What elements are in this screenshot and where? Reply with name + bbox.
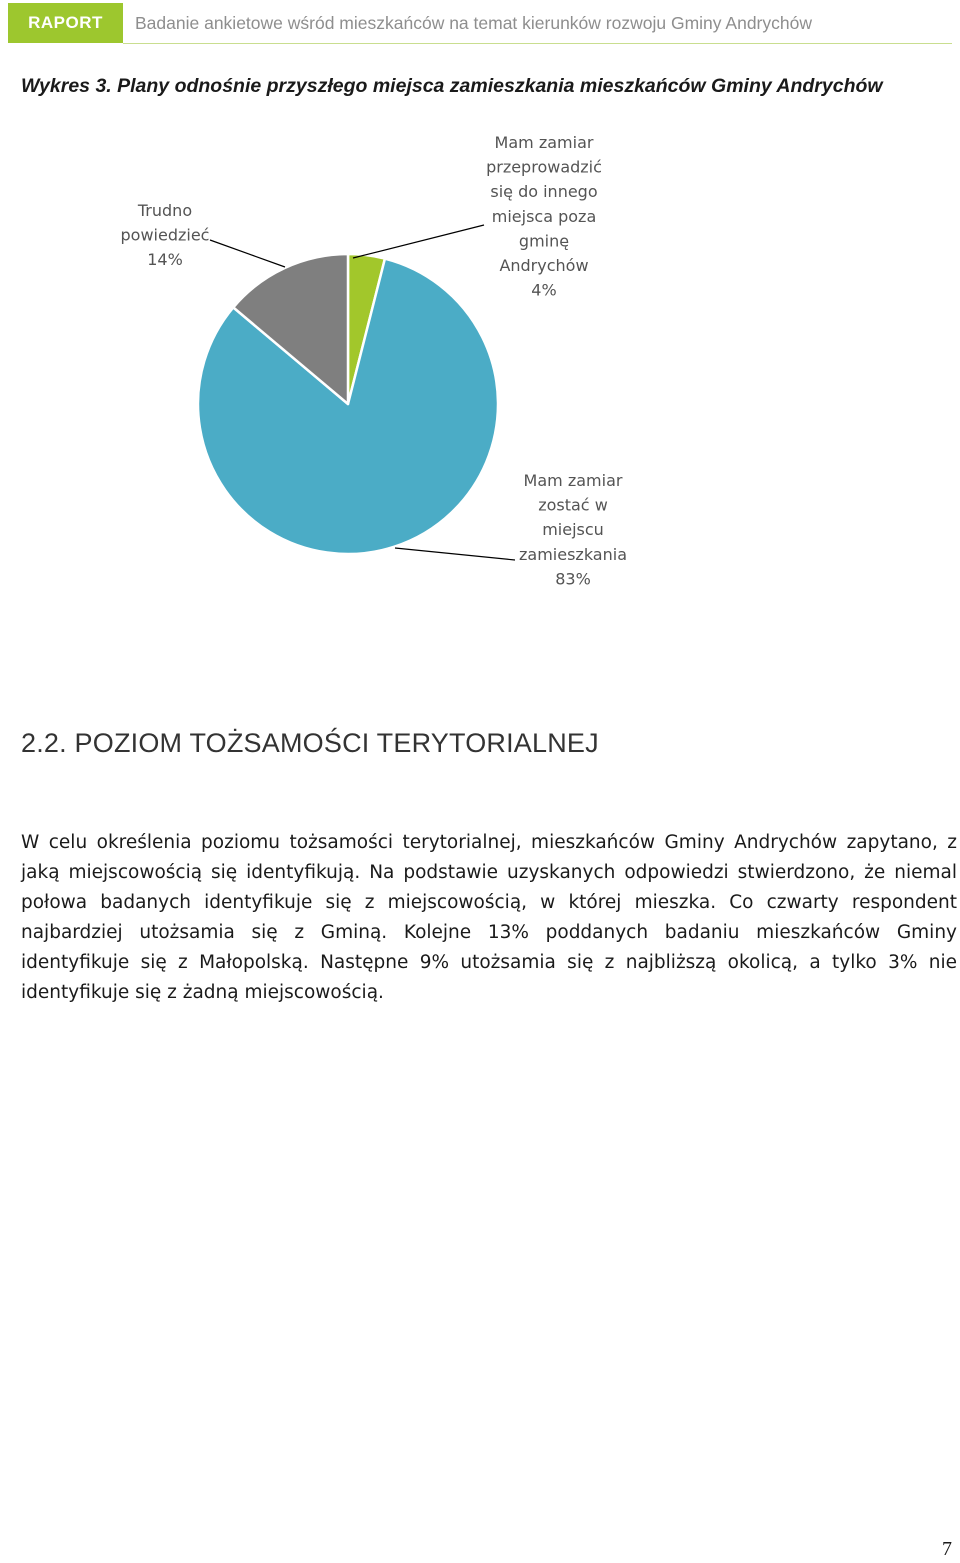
leader-line-3: [210, 240, 285, 267]
slice-label-line: zamieszkania: [519, 544, 627, 564]
slice-label-2: [519, 471, 627, 588]
pie-slices: [198, 254, 498, 554]
header-rule: [123, 43, 952, 44]
chart-caption: Wykres 3. Plany odnośnie przyszłego miejsca zamieszkania mieszkańców Gminy Andrychów: [21, 75, 883, 97]
report-title: Badanie ankietowe wśród mieszkańców na temat kierunków rozwoju Gminy Andrychów: [135, 13, 812, 33]
report-header: [8, 3, 952, 43]
slice-label-line: gminę: [518, 231, 570, 251]
slice-label-line: powiedzieć: [120, 225, 210, 245]
slice-percent-3: 14%: [147, 250, 183, 270]
slice-label-line: miejsca poza: [491, 206, 597, 226]
slice-label-3: [121, 201, 210, 269]
section-paragraph: W celu określenia poziomu tożsamości terytorialnej, mieszkańców Gminy Andrychów zapytano, z jaką miejscowością się identyfikują. Na podstawie uzyskanych odpowiedzi stwierdzono, że niemal połowa badanych identyfikuje się z miejscowością, w której mieszka. Co czwarty respondent najbardziej utożsamia się z Gminą. Kolejne 13% poddanych badaniu mieszkańców Gminy identyfikuje się z Małopolską. Następne 9% utożsamia się z najbliższą okolicą, a tylko 3% nie identyfikuje się z żadną miejscowością.: [21, 832, 957, 1003]
section-heading: 2.2. POZIOM TOŻSAMOŚCI TERYTORIALNEJ: [21, 728, 599, 758]
report-badge: RAPORT: [8, 3, 123, 43]
slice-percent-2: 83%: [555, 569, 591, 589]
slice-label-line: się do innego: [490, 182, 598, 202]
slice-label-1: [486, 133, 602, 300]
slice-label-line: Mam zamiar: [494, 133, 594, 152]
slice-label-line: miejscu: [542, 520, 604, 540]
slice-label-line: Mam zamiar: [523, 471, 623, 490]
slice-label-line: zostać w: [538, 495, 608, 515]
pie-chart: [0, 110, 960, 590]
leader-line-2: [395, 548, 515, 560]
page-number: 7: [942, 1538, 952, 1560]
slice-label-line: Andrychów: [499, 256, 589, 275]
slice-label-line: Trudno: [137, 201, 193, 220]
slice-label-line: przeprowadzić: [486, 157, 602, 177]
slice-percent-1: 4%: [531, 280, 557, 300]
leader-line-1: [353, 225, 484, 258]
